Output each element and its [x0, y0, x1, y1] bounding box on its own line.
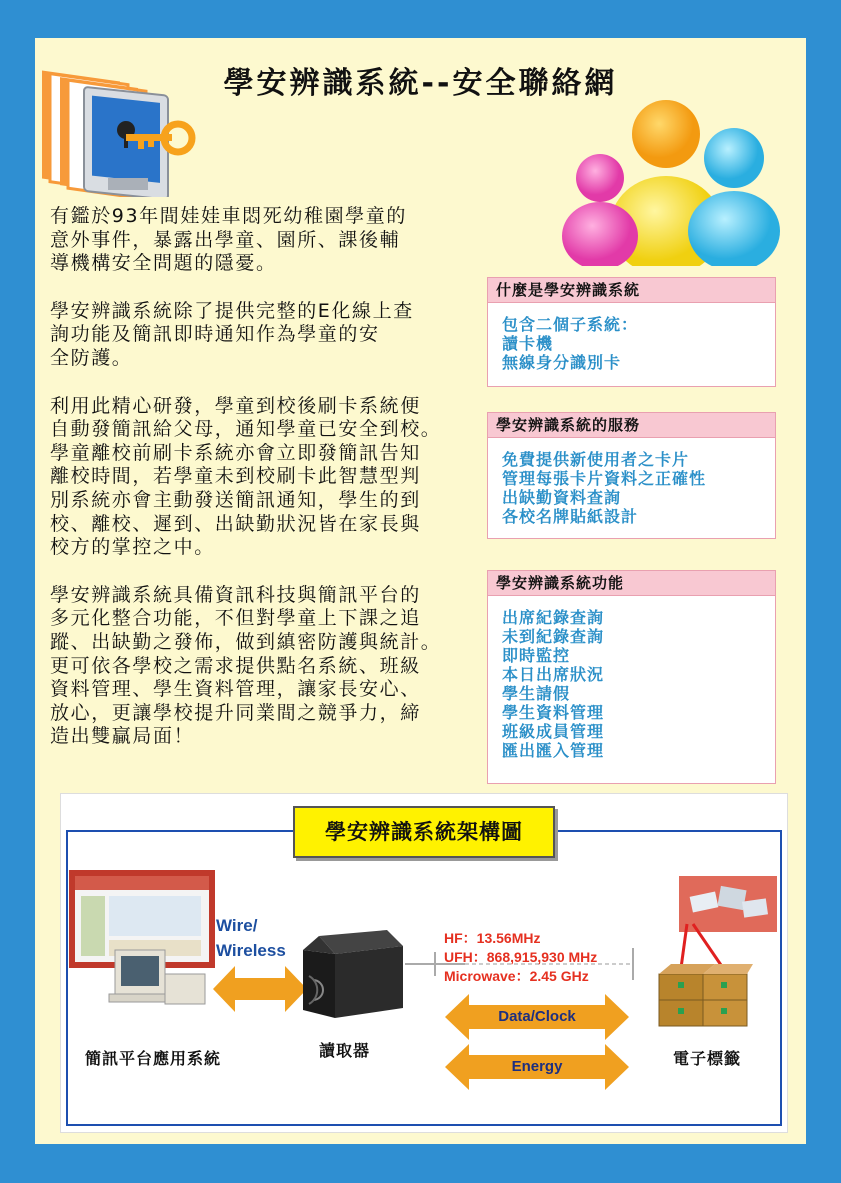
- diagram-title: 學安辨識系統架構圖: [293, 806, 555, 858]
- energy-label: Energy: [511, 1058, 563, 1075]
- computer-website-icon: [69, 870, 219, 1010]
- freq-uhf: UFH：868,915,930 MHz: [444, 949, 598, 965]
- architecture-diagram: [60, 793, 788, 1133]
- box-header: 什麼是學安辨識系統: [488, 278, 775, 303]
- list-item: 即時監控: [502, 646, 571, 665]
- list-item: 未到紀錄查詢: [502, 627, 605, 646]
- list-item: 包含二個子系統：: [502, 315, 639, 334]
- reader-device-icon: [299, 926, 403, 1022]
- box-header: 學安辨識系統功能: [488, 571, 775, 596]
- tagged-boxes-icon: [653, 922, 753, 1032]
- list-item: 出席紀錄查詢: [502, 608, 605, 627]
- platform-label: 簡訊平台應用系統: [85, 1049, 222, 1068]
- list-item: 班級成員管理: [502, 722, 605, 741]
- page-title: 學安辨識系統--安全聯絡網: [223, 66, 618, 101]
- list-item: 本日出席狀況: [502, 665, 605, 684]
- paragraph-2: 學安辨識系統除了提供完整的E化線上查 詢功能及簡訊即時通知作為學童的安 全防護。: [50, 299, 414, 369]
- people-group-icon: [558, 96, 788, 266]
- data-clock-label: Data/Clock: [498, 1008, 576, 1025]
- list-item: 讀卡機: [502, 334, 554, 353]
- intro-text: [50, 205, 490, 773]
- functions-box: [487, 570, 776, 784]
- list-item: 學生資料管理: [502, 703, 605, 722]
- paragraph-3: 利用此精心研發，學童到校後刷卡系統便 自動發簡訊給父母，通知學童已安全到校。 學童離校前刷卡系統亦會立即發簡訊告知 離校時間，若學童未到校刷卡此智慧型判 別系統亦會主動發送簡訊通知，學生的到 校、離校、遲到、出缺勤狀況皆在家長與 校方的掌控之中。: [50, 394, 442, 559]
- list-item: 免費提供新使用者之卡片: [502, 450, 690, 469]
- reader-label: 讀取器: [319, 1041, 371, 1060]
- list-item: 無線身分識別卡: [502, 353, 622, 372]
- wireless-label: Wireless: [216, 941, 286, 960]
- paragraph-4: 學安辨識系統具備資訊科技與簡訊平台的 多元化整合功能，不但對學童上下課之追 蹤、出缺勤之發佈，做到縝密防護與統計。 更可依各學校之需求提供點名系統、班級 資料管理、學生資料管理，讓家長安心、 放心，更讓學校提升同業間之競爭力，締 造出雙贏局面！: [50, 583, 442, 748]
- wire-label: Wire/: [216, 916, 258, 935]
- list-item: 匯出匯入管理: [502, 741, 605, 760]
- list-item: 管理每張卡片資料之正確性: [502, 469, 707, 488]
- paragraph-1: 有鑑於93年間娃娃車悶死幼稚園學童的 意外事件，暴露出學童、園所、課後輔 導機構安全問題的隱憂。: [50, 205, 407, 275]
- services-box: [487, 412, 776, 539]
- tag-label: 電子標籤: [673, 1049, 742, 1068]
- freq-hf: HF：13.56MHz: [444, 930, 541, 946]
- freq-microwave: Microwave：2.45 GHz: [444, 968, 589, 984]
- what-is-system-box: [487, 277, 776, 387]
- wireless-link-arrow: [213, 966, 307, 1012]
- box-header: 學安辨識系統的服務: [488, 413, 775, 438]
- list-item: 出缺勤資料查詢: [502, 488, 622, 507]
- list-item: 學生請假: [502, 684, 571, 703]
- list-item: 各校名牌貼紙設計: [502, 507, 639, 526]
